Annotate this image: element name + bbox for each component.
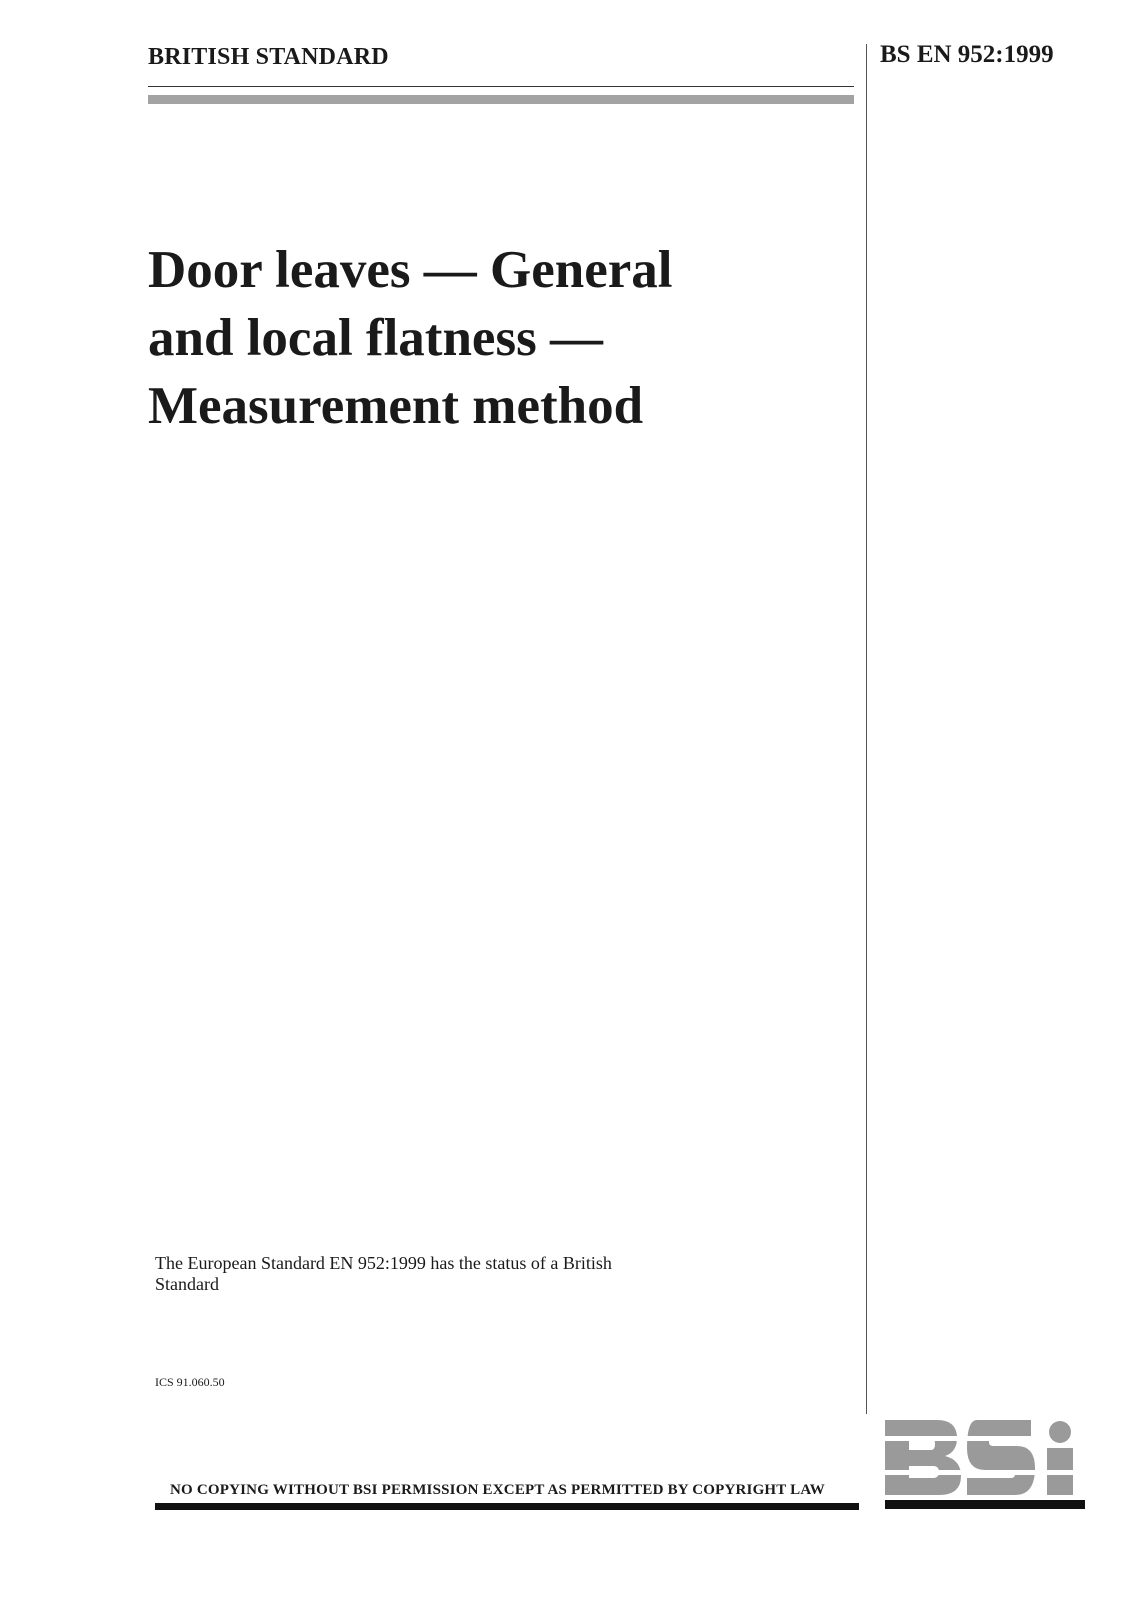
standard-number: BS EN 952:1999 bbox=[880, 41, 1054, 68]
ics-code: ICS 91.060.50 bbox=[155, 1375, 225, 1389]
header-label: BRITISH STANDARD bbox=[148, 44, 389, 70]
header-gray-bar bbox=[148, 95, 854, 104]
copyright-notice: NO COPYING WITHOUT BSI PERMISSION EXCEPT AS PERMITTED BY COPYRIGHT LAW bbox=[170, 1482, 825, 1498]
footer-rule bbox=[155, 1503, 859, 1510]
status-statement: The European Standard EN 952:1999 has the status of a British Standard bbox=[155, 1253, 612, 1294]
margin-divider bbox=[866, 44, 867, 1414]
document-title: Door leaves — General and local flatness — Measurement method bbox=[148, 241, 673, 435]
bsi-logo bbox=[885, 1420, 1085, 1510]
header-rule bbox=[148, 86, 854, 87]
